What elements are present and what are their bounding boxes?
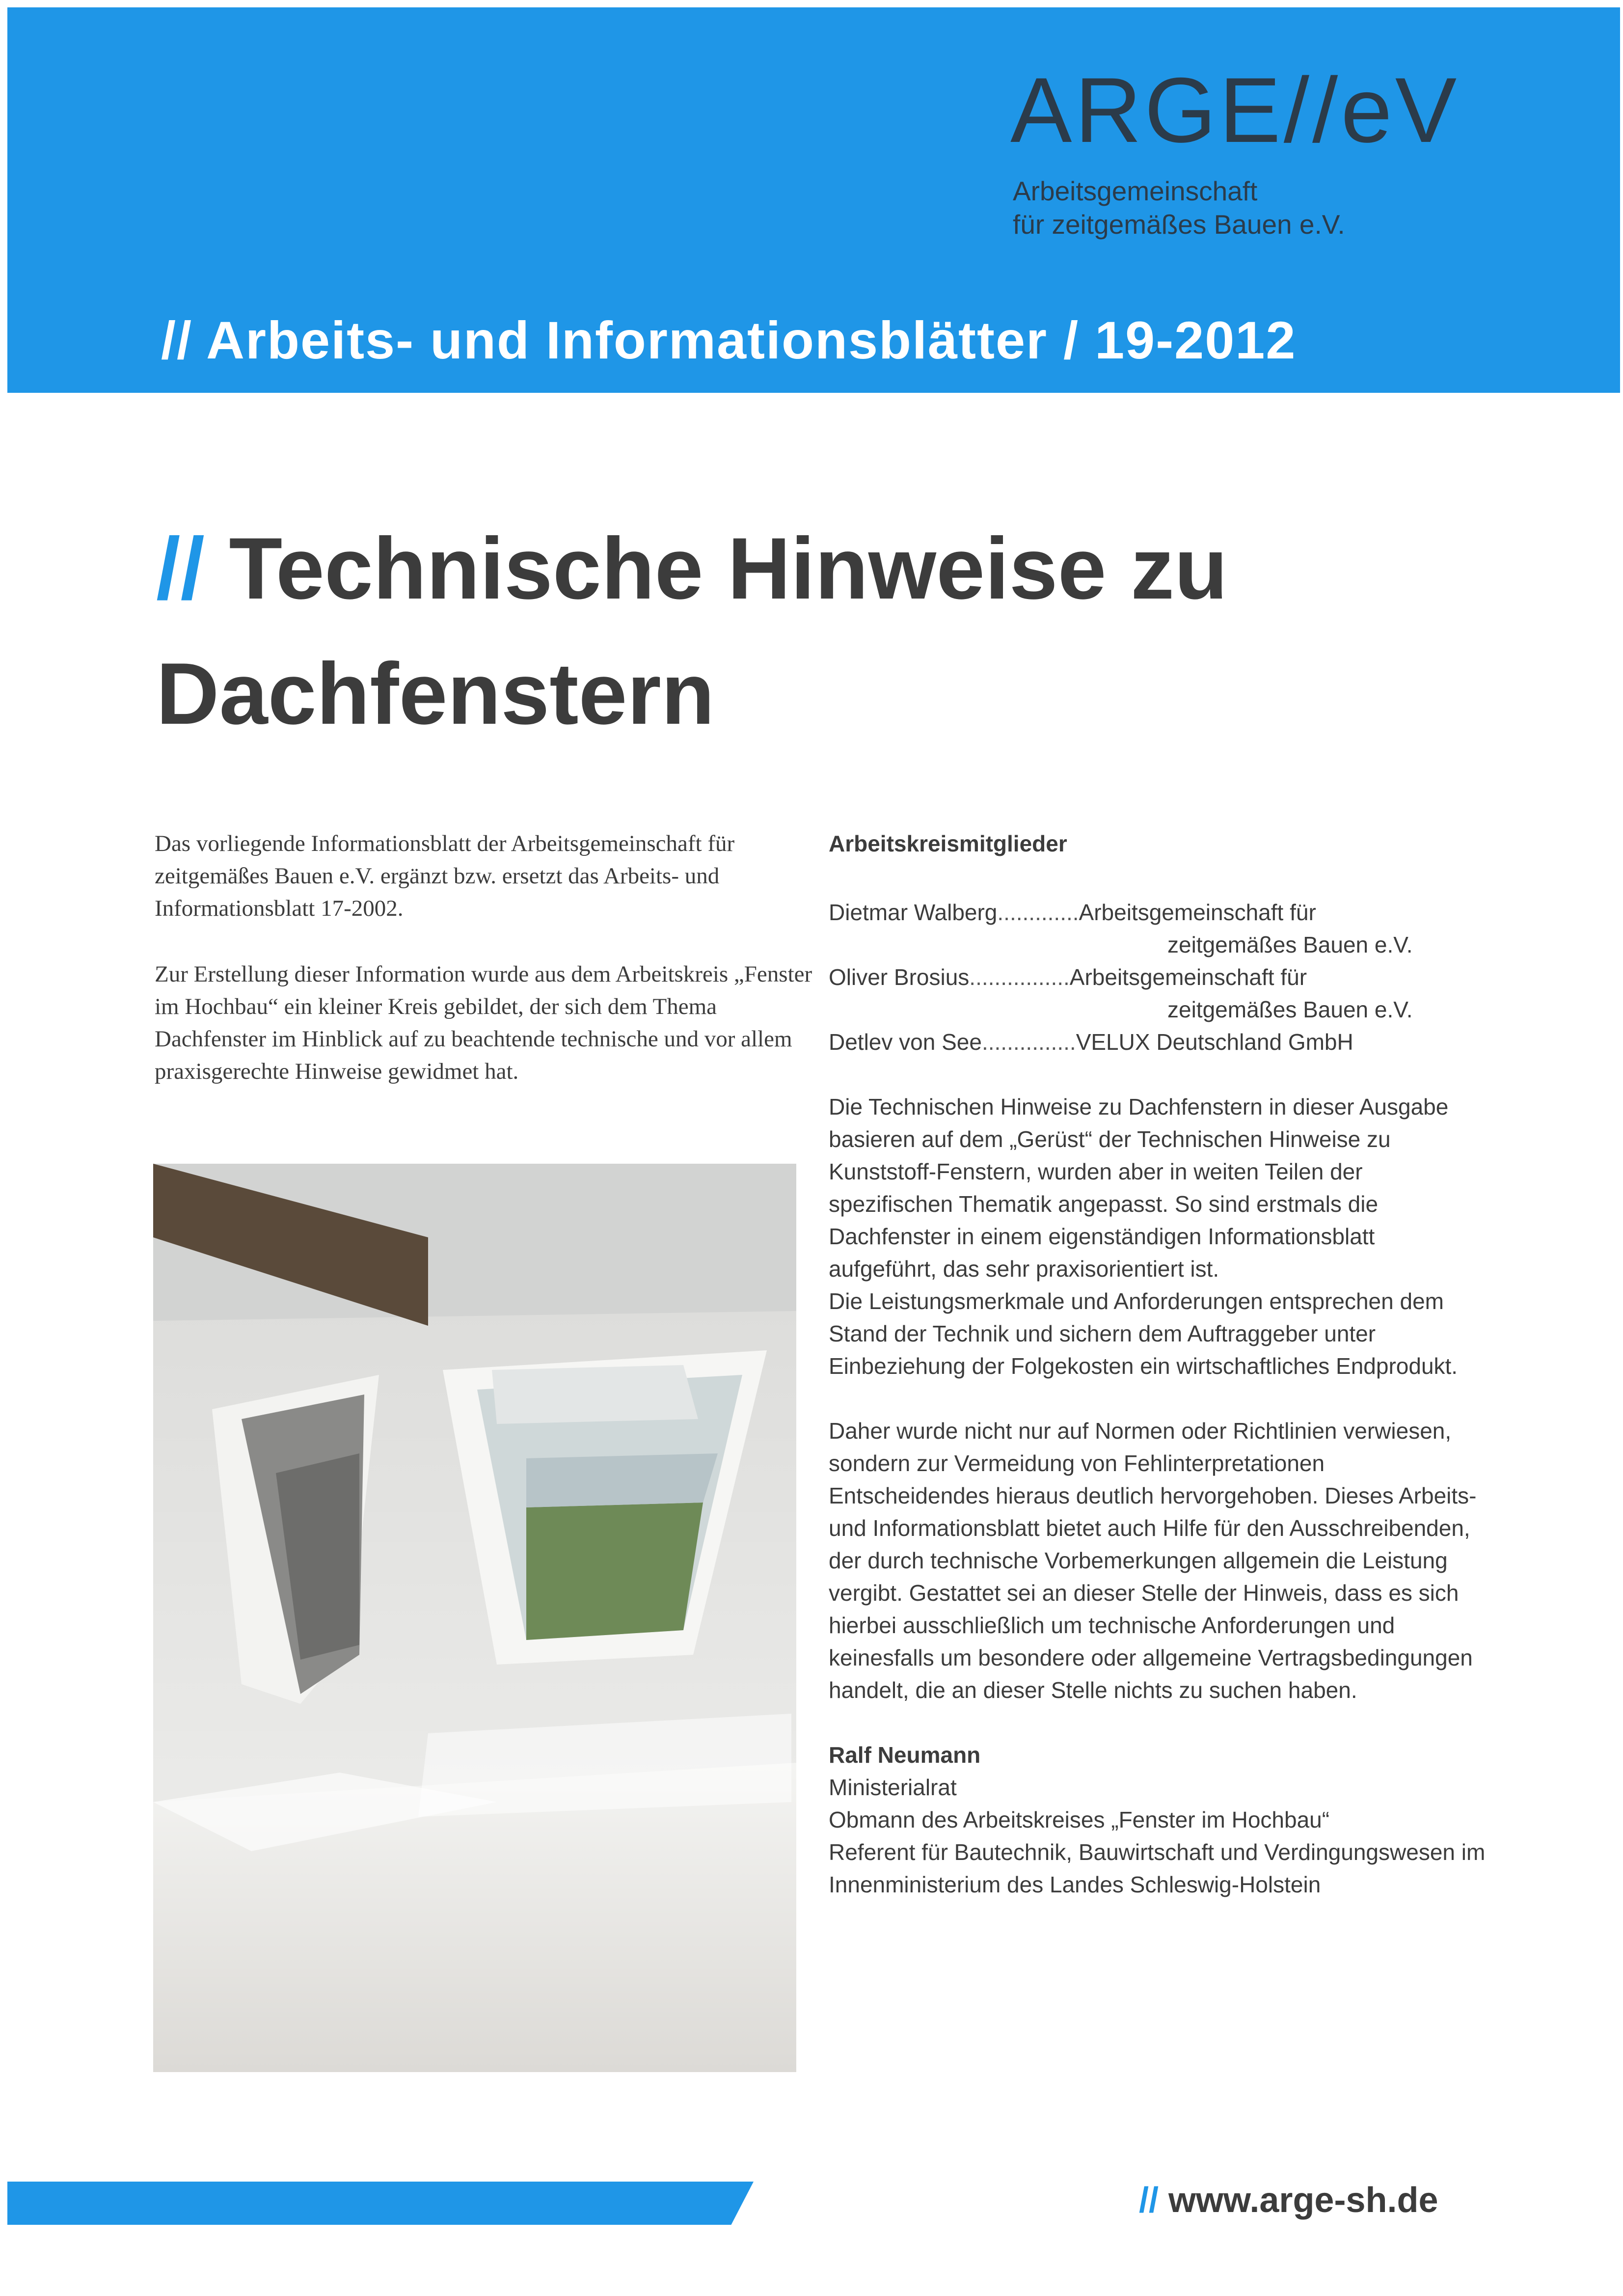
member-organization: Arbeitsgemeinschaft für — [1069, 964, 1307, 990]
members-heading: Arbeitskreismitglieder — [829, 831, 1067, 856]
footer-slashes: // — [1139, 2181, 1159, 2220]
member-row — [829, 1026, 1487, 1058]
signature-role-2: Referent für Bautechnik, Bauwirtschaft und Verdingungswesen im Innenministerium des Landes Schleswig-Holstein — [829, 1839, 1486, 1897]
spacer — [829, 1706, 1487, 1739]
member-organization: Arbeitsgemeinschaft für — [1079, 900, 1316, 925]
signature-name: Ralf Neumann — [829, 1742, 981, 1768]
member-name: Dietmar Walberg — [829, 900, 998, 925]
organization-name — [1013, 174, 1345, 241]
title-line1: Technische Hinweise zu — [229, 519, 1228, 617]
signature-title: Ministerialrat — [829, 1775, 957, 1800]
member-organization: VELUX Deutschland GmbH — [1076, 1029, 1353, 1055]
right-column — [829, 827, 1487, 1901]
footer-bar — [7, 2182, 754, 2225]
member-organization-cont: zeitgemäßes Bauen e.V. — [1167, 932, 1413, 957]
body-paragraph-1: Die Technischen Hinweise zu Dachfenstern in dieser Ausgabe basieren auf dem „Gerüst“ der Technischen Hinweise zu Kunststoff-Fenstern, wurden aber in weiten Teilen der spezifischen Thematik angepasst. So sind erstmals die Dachfenster in einem eigenständigen Informationsblatt aufgeführt, das sehr praxisorientiert ist. — [829, 1094, 1449, 1282]
organization-name-line1: Arbeitsgemeinschaft — [1013, 176, 1258, 206]
signature-role-1: Obmann des Arbeitskreises „Fenster im Hochbau“ — [829, 1807, 1330, 1832]
member-organization-cont: zeitgemäßes Bauen e.V. — [1167, 997, 1413, 1022]
intro-paragraph-1: Das vorliegende Informationsblatt der Arbeitsgemeinschaft für zeitgemäßes Bauen e.V. ergänzt bzw. ersetzt das Arbeits- und Informationsblatt 17-2002. — [155, 831, 735, 921]
member-row — [829, 961, 1487, 993]
attic-roof-window-photo — [153, 1164, 796, 2072]
member-dots: ............. — [997, 900, 1079, 925]
member-dots: ................ — [969, 964, 1070, 990]
intro-text — [155, 827, 812, 1121]
title-slashes: // — [156, 519, 205, 617]
body-paragraph-2: Die Leistungsmerkmale und Anforderungen entsprechen dem Stand der Technik und sichern dem Auftraggeber unter Einbeziehung der Folgekosten ein wirtschaftliches Endprodukt. — [829, 1288, 1458, 1379]
logo: ARGE//eV — [1010, 58, 1460, 162]
organization-name-line2: für zeitgemäßes Bauen e.V. — [1013, 209, 1345, 240]
body-paragraph-3: Daher wurde nicht nur auf Normen oder Richtlinien verwiesen, sondern zur Vermeidung von Fehlinterpretationen Entscheidendes hieraus deutlich hervorgehoben. Dieses Arbeits- und Informationsblatt bietet auch Hilfe für den Ausschreibenden, der durch technische Vorbemerkungen allgemein die Leistung vergibt. Gestattet sei an dieser Stelle der Hinweis, dass es sich hierbei ausschließlich um technische Anforderungen und keinesfalls um besondere oder allgemeine Vertragsbedingungen handelt, die an dieser Stelle nichts zu suchen haben. — [829, 1418, 1477, 1703]
member-name: Oliver Brosius — [829, 964, 970, 990]
member-dots: ............... — [981, 1029, 1076, 1055]
intro-paragraph-2: Zur Erstellung dieser Information wurde aus dem Arbeitskreis „Fenster im Hochbau“ ein kleiner Kreis gebildet, der sich dem Thema Dachfenster im Hinblick auf zu beachtende technische und vor allem praxisgerechte Hinweise gewidmet hat. — [155, 961, 812, 1084]
member-row — [829, 896, 1487, 929]
footer-website-link[interactable] — [1139, 2180, 1438, 2220]
member-name: Detlev von See — [829, 1029, 982, 1055]
title-line2: Dachfenstern — [156, 645, 715, 742]
spacer — [829, 1382, 1487, 1415]
spacer — [829, 1058, 1487, 1091]
series-title: // Arbeits- und Informationsblätter / 19-2012 — [161, 310, 1297, 370]
page-title — [156, 506, 1383, 756]
footer-url-text[interactable]: www.arge-sh.de — [1168, 2181, 1438, 2220]
